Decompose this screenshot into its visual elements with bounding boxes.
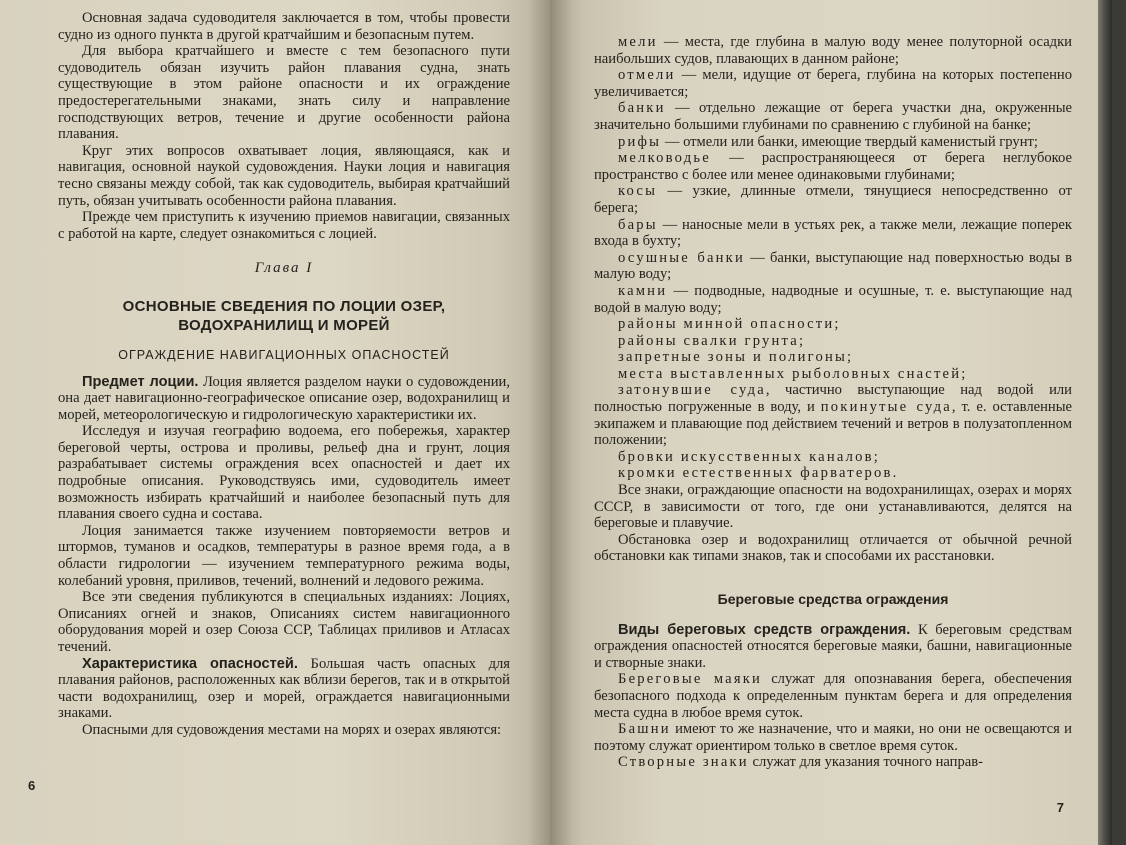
list-term: мелководье [618,150,711,167]
term-towers: Башни [618,721,671,738]
paragraph-winds: Лоция занимается также изучением повторяемости ветров и штормов, туманов и осадков, температуры в разное время года, а в области гидрологии — изучением температурного режима воды, колебаний уровня, приливов, течений, волнений и ледового режима. [58,522,510,589]
text-hazards: Большая часть опасных для плавания районов, расположенных как вблизи берегов, так и в открытой части водохранилищ, озер и морей, ограждается навигационными знаками. [58,655,511,722]
list-text: — места, где глубина в малую воду менее полуторной осадки наибольших судов, плавающих в данном районе; [594,34,1072,67]
lead-hazards: Характеристика опасностей. [82,655,298,672]
lead-subject: Предмет лоции. [82,373,199,390]
paragraph-signs: Все знаки, ограждающие опасности на водохранилищах, озерах и морях СССР, в зависимости от того, где они устанавливаются, делятся на береговые и плавучие. [594,482,1072,532]
list-term-abandoned: покинутые суда [820,399,952,416]
list-item [594,150,1072,183]
list-item [594,366,1072,383]
list-item [594,217,1072,250]
text-range-marks: служат для указания точного направ- [748,754,984,771]
intro-paragraph-4: Прежде чем приступить к изучению приемов навигации, связанных с работой на карте, следует ознакомиться с лоцией. [58,209,510,242]
intro-paragraph-1: Основная задача судоводителя заключается в том, чтобы провести судно из одного пункта в другой кратчайшим и безопасным путем. [58,10,510,43]
book-edge-shadow [1098,0,1112,845]
list-item [594,183,1072,216]
list-item [594,316,1072,333]
left-page [0,0,550,845]
list-term: запретные зоны и полигоны; [618,349,854,366]
list-term: кромки естественных фарватеров. [618,465,899,482]
list-item [594,67,1072,100]
list-item [594,333,1072,350]
chapter-title [58,297,510,335]
list-term: рифы [618,133,662,150]
chapter-title-line-1: ОСНОВНЫЕ СВЕДЕНИЯ ПО ЛОЦИИ ОЗЕР, [122,297,446,315]
chapter-title-line-2: ВОДОХРАНИЛИЩ И МОРЕЙ [178,316,390,334]
list-item [594,349,1072,366]
term-range-marks: Створные знаки [618,754,749,771]
intro-paragraph-2: Для выбора кратчайшего и вместе с тем безопасного пути судоводитель обязан изучить район плавания судна, знать существующие в этом районе опасности и их ограждение предостерегательными знаками, знать силу и направление господствующих ветров, течение и другие особенности района плавания. [58,43,510,143]
paragraph-range-marks [594,754,1072,771]
paragraph-subject [58,374,510,424]
list-term: места выставленных рыболовных снастей; [618,365,968,382]
list-term: осушные банки [618,249,745,266]
list-term: мели [618,34,658,50]
list-term: бровки искусственных каналов; [618,448,880,465]
list-text: — отдельно лежащие от берега участки дна, окруженные значительно большими глубинами по сравнению с глубиной на банке; [594,100,1072,133]
section-heading: Береговые средства ограждения [717,591,949,607]
paragraph-dangerous-places: Опасными для судовождения местами на морях и озерах являются: [82,721,502,738]
list-term: районы минной опасности; [618,316,841,333]
list-text-abandoned: , т. е. оставленные экипажем и плавающие под действием течений и ветров в полузатопленном положении; [594,399,1073,449]
text-coastal-types: К береговым средствам ограждения опасностей относятся береговые маяки, башни, навигационные и створные знаки. [594,621,1072,671]
intro-paragraph-3: Круг этих вопросов охватывает лоция, являющаяся, как и навигация, основной наукой судовождения. Науки лоция и навигация тесно связаны между собой, так как судоводитель, выбирая кратчайший путь, обязан учитывать особенности района плавания. [58,142,510,209]
term-lighthouses: Береговые маяки [618,671,763,688]
paragraph-geography: Исследуя и изучая географию водоема, его побережья, характер береговой черты, острова и проливы, рельеф дна и грунт, лоция разрабатывает системы ограждения всех опасностей и дает их подробные описания. Руководствуясь ими, судоводитель имеет возможность избирать кратчайший и наиболее безопасный путь для плавания своего судна и состава. [58,423,510,523]
list-text: — распространяющееся от берега неглубокое пространство с более или менее одинаковыми глубинами; [594,150,1072,183]
list-term: районы свалки грунта; [618,332,806,349]
text-towers: имеют то же назначение, что и маяки, но они не освещаются и поэтому служат ориентиром только в светлое время суток. [594,721,1072,754]
paragraph-publications: Все эти сведения публикуются в специальных изданиях: Лоциях, Описаниях огней и знаков, Описаниях систем навигационного оборудования морей и озер Союза ССР, Таблицах приливов и Атласах течений. [58,589,510,655]
list-item [594,134,1072,151]
list-item [594,100,1072,133]
paragraph-towers [594,721,1072,754]
list-term: косы [618,183,658,200]
paragraph-coastal-types [594,622,1072,672]
text-subject: Лоция является разделом науки о судовождении, она дает навигационно-географическое описание озер, водохранилищ и морей, метеорологическую и гидрологическую характеристики их. [58,373,510,423]
paragraph-lighthouses [594,671,1072,721]
page-number-right: 7 [1056,800,1064,815]
list-text: , частично выступающие над водой или полностью погруженные в воду, и [594,382,1072,416]
lead-coastal-types: Виды береговых средств ограждения. [618,621,911,638]
section-subtitle: ОГРАЖДЕНИЕ НАВИГАЦИОННЫХ ОПАСНОСТЕЙ [118,347,450,362]
page-number-left: 6 [28,778,36,793]
list-item [594,34,1072,67]
list-term: камни [618,282,668,299]
text-lighthouses: служат для опознавания берега, обеспечения безопасного подхода к определенным пунктам берега и для определения места судна в любое время суток. [594,671,1072,721]
list-text: — банки, выступающие над поверхностью воды в малую воду; [594,249,1073,283]
list-text: — узкие, длинные отмели, тянущиеся непосредственно от берега; [594,183,1072,216]
list-term: отмели [618,67,676,84]
list-item [594,283,1072,316]
list-item [594,449,1072,466]
list-text: — подводные, надводные и осушные, т. е. выступающие над водой в малую воду; [594,282,1072,316]
list-term: затонувшие суда [618,382,766,399]
list-item [594,465,1072,482]
list-text: — наносные мели в устьях рек, а также мели, лежащие поперек входа в бухту; [594,216,1072,250]
chapter-label: Глава I [254,260,314,277]
list-text: — отмели или банки, имеющие твердый каменистый грунт; [661,133,1038,150]
list-text: — мели, идущие от берега, глубина на которых постепенно увеличивается; [594,67,1072,100]
list-item [594,382,1072,448]
list-item [594,250,1072,283]
list-term: бары [618,216,658,233]
right-page [550,0,1112,845]
paragraph-setting: Обстановка озер и водохранилищ отличается от обычной речной обстановки как типами знаков, так и способами их расстановки. [594,531,1072,565]
paragraph-hazards [58,656,510,722]
list-term: банки [618,100,666,117]
